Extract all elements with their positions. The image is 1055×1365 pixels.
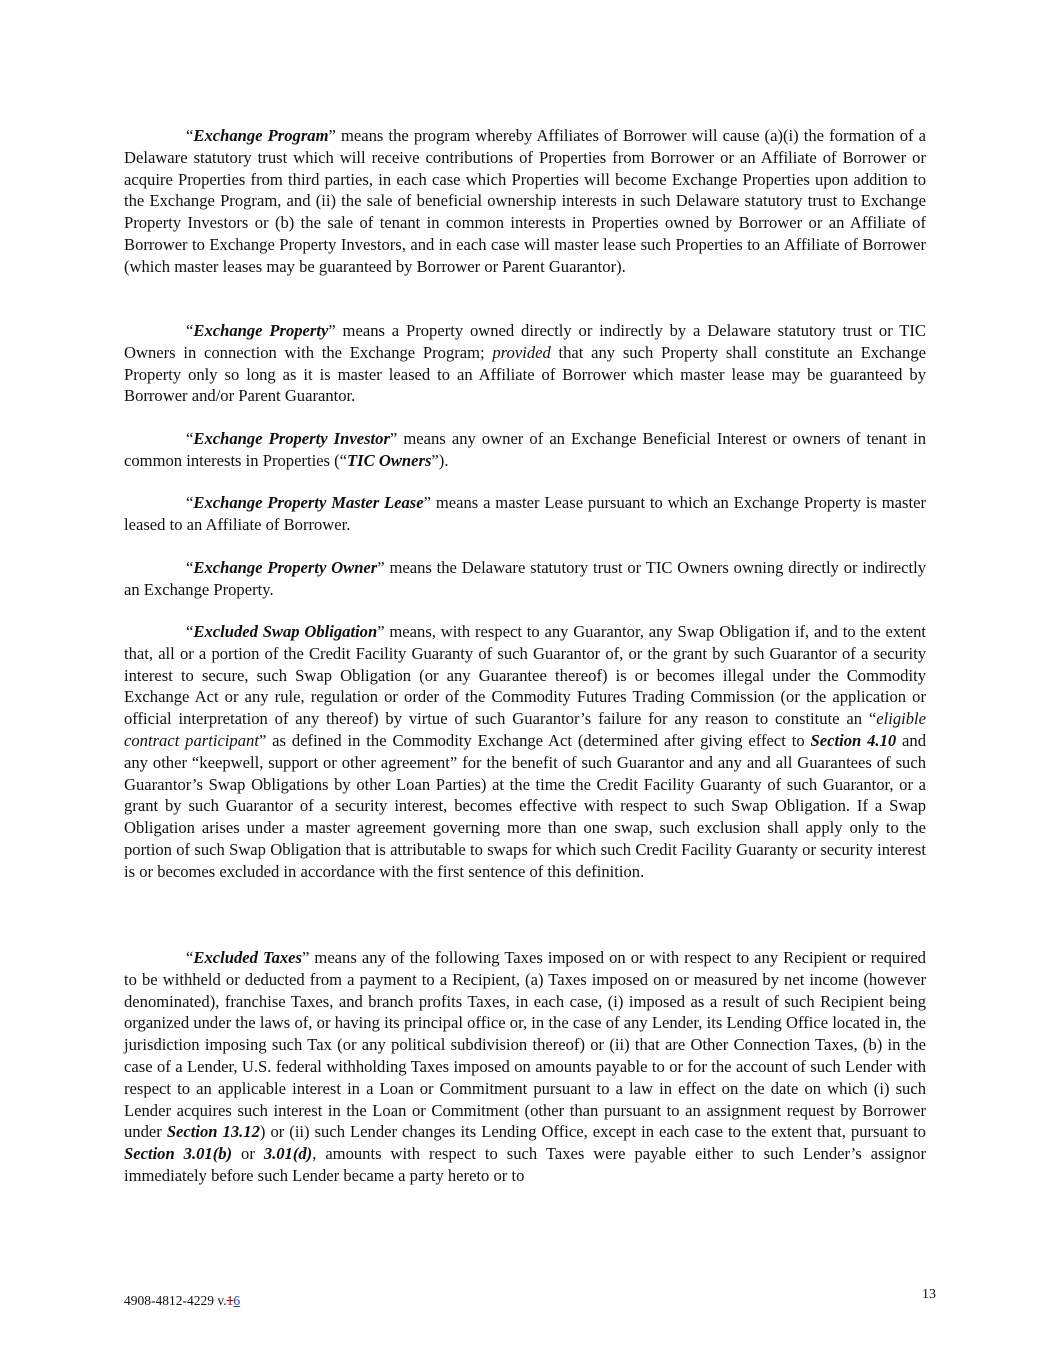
section-reference: 3.01(d): [263, 1144, 313, 1164]
definition-text: means any owner of an Exchange Beneficial Interest or owners of tenant in common interests in Properties (“: [124, 429, 926, 470]
open-quote: “: [186, 493, 194, 512]
footer-document-id: [124, 1290, 240, 1312]
definition-exchange-property: [124, 320, 926, 407]
definition-text: , amounts with respect to such Taxes were payable either to such Lender’s assignor immediately before such Lender became a party hereto or to: [124, 1144, 926, 1185]
definition-excluded-taxes: [124, 947, 926, 1187]
open-quote: “: [186, 948, 194, 967]
definition-text: ”).: [431, 450, 449, 470]
open-quote: “: [186, 429, 194, 448]
definition-text: means any of the following Taxes imposed on or with respect to any Recipient or required to be withheld or deducted from a payment to a Recipient, (a) Taxes imposed on or measured by net income (however denominated), franchise Taxes, and branch profits Taxes, in each case, (i) imposed as a result of such Recipient being organized under the laws of, or having its principal office or, in the case of any Lender, its Lending Office located in, the jurisdiction imposing such Tax (or any political subdivision thereof) or (ii) that are Other Connection Taxes, (b) in the case of a Lender, U.S. federal withholding Taxes imposed on amounts payable to or for the account of such Lender with respect to an applicable interest in a Loan or Commitment pursuant to a law in effect on the date on which (i) such Lender acquires such interest in the Loan or Commitment (other than pursuant to an assignment request by Borrower under: [124, 948, 926, 1142]
open-quote: “: [186, 126, 194, 145]
defined-term: Exchange Program: [193, 126, 329, 145]
italic-provided: provided: [492, 342, 551, 362]
italic-eligible-contract-participant: eligible contract participant: [124, 709, 926, 750]
defined-term: Excluded Taxes: [193, 948, 302, 967]
close-quote: ”: [328, 126, 336, 145]
section-reference: Section 13.12: [166, 1122, 260, 1142]
open-quote: “: [186, 558, 194, 577]
definition-exchange-property-owner: [124, 557, 926, 601]
defined-term: Exchange Property Owner: [193, 558, 378, 577]
close-quote: ”: [389, 429, 398, 448]
section-reference: Section 3.01(b): [124, 1144, 233, 1164]
doc-id-text: 4908-4812-4229 v.: [124, 1293, 227, 1308]
section-reference: Section 4.10: [810, 730, 897, 750]
definition-text: ) or (ii) such Lender changes its Lending Office, except in each case to the extent that, pursuant to: [259, 1122, 926, 1142]
definition-exchange-property-investor: [124, 428, 926, 472]
defined-term: Exchange Property Investor: [193, 429, 390, 448]
definition-exchange-property-master-lease: [124, 492, 926, 536]
open-quote: “: [186, 622, 194, 641]
definition-text: or: [232, 1144, 264, 1164]
definition-text: and any other “keepwell, support or other agreement” for the benefit of such Guarantor and any and all Guarantees of such Guarantor’s Swap Obligations by other Loan Parties) at the time the Credit Facility Guaranty of such Guarantor, or a grant by such Guarantor of a security interest, becomes effective with respect to such Swap Obligation. If a Swap Obligation arises under a master agreement governing more than one swap, such exclusion shall apply only to the portion of such Swap Obligation that is attributable to swaps for which such Credit Facility Guaranty or security interest is or becomes excluded in accordance with the first sentence of this definition.: [124, 730, 927, 881]
definition-text: means the program whereby Affiliates of Borrower will cause (a)(i) the formation of a Delaware statutory trust which will receive contributions of Properties from Borrower or an Affiliate of Borrower or acquire Properties from third parties, in each case which Properties will become Exchange Properties upon addition to the Exchange Program, and (ii) the sale of beneficial ownership interests in such Delaware statutory trust to Exchange Property Investors or (b) the sale of tenant in common interests in Properties owned by Borrower or an Affiliate of Borrower to Exchange Property Investors, and in each case will master lease such Properties to an Affiliate of Borrower (which master leases may be guaranteed by Borrower or Parent Guarantor).: [124, 126, 926, 276]
definition-text: means, with respect to any Guarantor, any Swap Obligation if, and to the extent that, all or a portion of the Credit Facility Guaranty of such Guarantor of, or the grant by such Guarantor of a security interest to secure, such Swap Obligation (or any Guarantee thereof) is or becomes illegal under the Commodity Exchange Act or any rule, regulation or order of the Commodity Futures Trading Commission (or the application or official interpretation of any thereof) by virtue of such Guarantor’s failure for any reason to constitute an “: [124, 622, 927, 729]
version-inserted: 6: [233, 1293, 241, 1308]
close-quote: ”: [377, 558, 385, 577]
close-quote: ”: [377, 622, 385, 641]
defined-term: Exchange Property Master Lease: [193, 493, 424, 512]
definition-exchange-program: [124, 125, 926, 278]
defined-term: Excluded Swap Obligation: [193, 622, 378, 641]
definition-excluded-swap-obligation: [124, 621, 926, 883]
definition-text: ” as defined in the Commodity Exchange Act (determined after giving effect to: [258, 730, 811, 750]
defined-term: Exchange Property: [193, 321, 329, 340]
definition-text: that any such Property shall constitute an Exchange Property only so long as it is master leased to an Affiliate of Borrower which master lease may be guaranteed by Borrower and/or Parent Guarantor.: [124, 342, 926, 406]
defined-term-tic-owners: TIC Owners: [347, 450, 432, 470]
definition-text: means a Property owned directly or indirectly by a Delaware statutory trust or TIC Owners in connection with the Exchange Program;: [124, 321, 926, 362]
close-quote: ”: [301, 948, 310, 967]
open-quote: “: [186, 321, 194, 340]
close-quote: ”: [423, 493, 431, 512]
version-deleted: 1: [226, 1293, 234, 1308]
definition-text: means a master Lease pursuant to which an Exchange Property is master leased to an Affiliate of Borrower.: [124, 493, 927, 534]
definition-text: means the Delaware statutory trust or TIC Owners owning directly or indirectly an Exchange Property.: [124, 558, 926, 599]
page-number: 13: [922, 1287, 936, 1302]
close-quote: ”: [328, 321, 336, 340]
